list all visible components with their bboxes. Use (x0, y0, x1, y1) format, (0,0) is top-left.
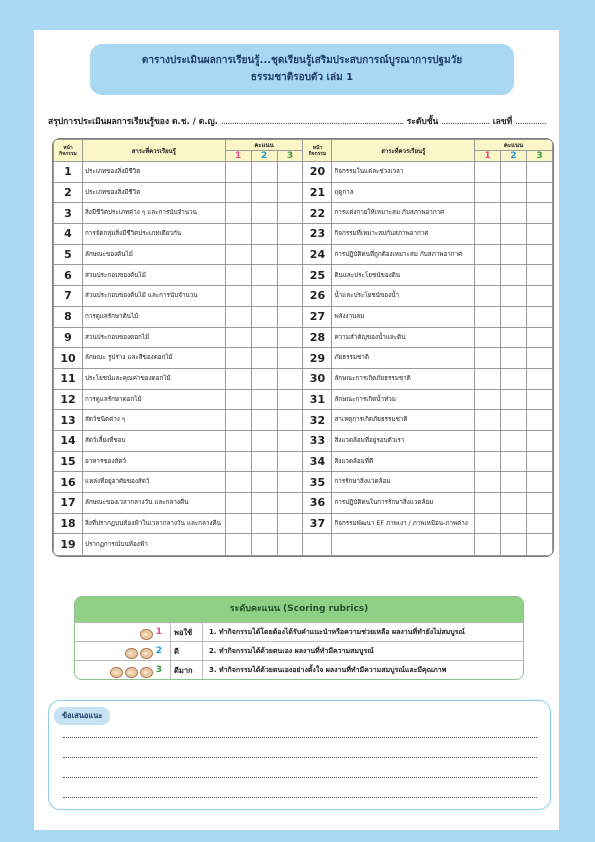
bear-face-icon (139, 627, 152, 638)
activity-page-number: 1 (54, 162, 83, 183)
activity-page-number: 16 (54, 472, 83, 493)
score-cell-3[interactable] (526, 472, 552, 493)
topic-name: การแต่งกายให้เหมาะสม กับสภาพอากาศ (332, 203, 475, 224)
score-cell-1[interactable] (475, 203, 501, 224)
table-row (54, 327, 553, 348)
score-cell-1[interactable] (475, 368, 501, 389)
table-row (54, 286, 553, 307)
score-cell-1[interactable] (475, 244, 501, 265)
score-cell-3[interactable] (277, 265, 303, 286)
activity-page-number: 21 (303, 182, 332, 203)
score-cell-3[interactable] (526, 451, 552, 472)
score-cell-2[interactable] (501, 451, 527, 472)
score-cell-1[interactable] (475, 265, 501, 286)
score-cell-2[interactable] (251, 410, 277, 431)
table-row (54, 348, 553, 369)
activity-page-number: 28 (303, 327, 332, 348)
score-cell-1[interactable] (475, 224, 501, 245)
topic-name: ปรากฏการณ์บนท้องฟ้า (82, 534, 225, 556)
score-cell-3[interactable] (277, 493, 303, 514)
score-cell-1[interactable] (225, 203, 251, 224)
bear-face-icon (124, 646, 137, 657)
topic-name: ประโยชน์และคุณค่าของดอกไม้ (82, 368, 225, 389)
activity-page-number: 2 (54, 182, 83, 203)
topic-name: การจัดกลุ่มสิ่งมีชีวิตประเภทเดียวกัน (82, 224, 225, 245)
score-cell-1[interactable] (475, 306, 501, 327)
rubric-score: 3 (155, 665, 162, 675)
topic-name: สัตว์ชนิดต่าง ๆ (82, 410, 225, 431)
topic-name: กิจกรรมพัฒนา EF ภาพเงา / ภาพเหมือน-ภาพต่าง (332, 513, 475, 534)
score-level-3: 3 (526, 151, 552, 162)
score-cell-2[interactable] (501, 244, 527, 265)
number-field[interactable]: .............. (515, 117, 547, 127)
topic-name: ภัยธรรมชาติ (332, 348, 475, 369)
assessment-page (34, 30, 559, 830)
activity-page-number: 17 (54, 493, 83, 514)
score-cell-2[interactable] (501, 389, 527, 410)
table-row (54, 306, 553, 327)
topic-name: ส่วนประกอบของต้นไม้ (82, 265, 225, 286)
topic-name: ส่วนประกอบของดอกไม้ (82, 327, 225, 348)
table-row (54, 182, 553, 203)
score-cell-2[interactable] (251, 534, 277, 556)
rubric-title: ระดับคะแนน (Scoring rubrics) (75, 597, 523, 622)
topic-name: แหล่งที่อยู่อาศัยของสัตว์ (82, 472, 225, 493)
score-cell-2[interactable] (251, 203, 277, 224)
topic-name: ฤดูกาล (332, 182, 475, 203)
table-row (54, 162, 553, 183)
score-cell-2[interactable] (501, 306, 527, 327)
score-cell-2[interactable] (251, 451, 277, 472)
rubric-row (75, 641, 523, 660)
score-cell-2[interactable] (501, 327, 527, 348)
score-cell-1[interactable] (475, 493, 501, 514)
rubric-level: พอใช้ (170, 623, 202, 641)
topic-name: ลักษณะการเกิดน้ำท่วม (332, 389, 475, 410)
score-cell-1[interactable] (475, 348, 501, 369)
score-cell-3[interactable] (277, 306, 303, 327)
score-cell-1[interactable] (475, 286, 501, 307)
title-line-2: ธรรมชาติรอบตัว เล่ม 1 (250, 72, 354, 83)
suggestion-box[interactable] (48, 700, 551, 810)
col-score-header: คะแนน (475, 140, 553, 151)
score-cell-2[interactable] (251, 348, 277, 369)
activity-page-number: 19 (54, 534, 83, 556)
score-cell-2[interactable] (501, 410, 527, 431)
score-cell-3[interactable] (526, 182, 552, 203)
score-cell-2[interactable] (501, 182, 527, 203)
score-cell-2[interactable] (251, 430, 277, 451)
score-cell-1[interactable] (225, 430, 251, 451)
table-row (54, 493, 553, 514)
activity-page-number: 32 (303, 410, 332, 431)
topic-name: ส่วนประกอบของต้นไม้ และการนับจำนวน (82, 286, 225, 307)
topic-name: ดินและประโยชน์ของดิน (332, 265, 475, 286)
suggestion-label: ข้อเสนอแนะ (54, 707, 110, 725)
activity-page-number: 6 (54, 265, 83, 286)
score-cell-2[interactable] (501, 430, 527, 451)
table-row (54, 203, 553, 224)
score-cell-2[interactable] (501, 472, 527, 493)
score-cell-1[interactable] (225, 472, 251, 493)
score-cell-3[interactable] (277, 203, 303, 224)
score-cell-3[interactable] (526, 244, 552, 265)
col-topic-header: สาระที่ควรเรียนรู้ (332, 140, 475, 162)
score-cell-3[interactable] (526, 162, 552, 183)
score-cell-1[interactable] (475, 410, 501, 431)
score-level-1: 1 (225, 151, 251, 162)
rubric-level: ดี (170, 642, 202, 660)
student-summary-line (48, 114, 554, 128)
score-cell-2[interactable] (501, 203, 527, 224)
score-cell-3[interactable] (277, 327, 303, 348)
score-cell-1[interactable] (475, 534, 501, 556)
activity-page-number: 22 (303, 203, 332, 224)
rubric-description: 2. ทำกิจกรรมได้ด้วยตนเอง ผลงานที่ทำมีความสมบูรณ์ (202, 642, 523, 660)
activity-page-number: 23 (303, 224, 332, 245)
rubric-icons (75, 665, 170, 676)
score-cell-2[interactable] (501, 513, 527, 534)
score-cell-3[interactable] (526, 224, 552, 245)
score-cell-1[interactable] (475, 472, 501, 493)
score-cell-1[interactable] (225, 327, 251, 348)
score-cell-1[interactable] (475, 162, 501, 183)
score-cell-3[interactable] (526, 389, 552, 410)
score-level-2: 2 (251, 151, 277, 162)
table-row (54, 244, 553, 265)
topic-name (332, 534, 475, 556)
activity-page-number: 12 (54, 389, 83, 410)
score-cell-3[interactable] (277, 368, 303, 389)
topic-name: ลักษณะการเกิดภัยธรรมชาติ (332, 368, 475, 389)
rubric-score: 1 (155, 627, 162, 637)
score-cell-1[interactable] (475, 389, 501, 410)
rubric-description: 1. ทำกิจกรรมได้โดยต้องได้รับคำแนะนำหรือความช่วยเหลือ ผลงานที่ทำยังไม่สมบูรณ์ (202, 623, 523, 641)
activity-page-number: 11 (54, 368, 83, 389)
topic-name: การดูแลรักษาดอกไม้ (82, 389, 225, 410)
topic-name: สาเหตุการเกิดภัยธรรมชาติ (332, 410, 475, 431)
score-cell-3[interactable] (277, 286, 303, 307)
score-cell-1[interactable] (225, 389, 251, 410)
bear-face-icon (139, 665, 152, 676)
score-cell-1[interactable] (225, 410, 251, 431)
topic-name: สิ่งที่ปรากฏบนท้องฟ้าในเวลากลางวัน และกลางคืน (82, 513, 225, 534)
table-row (54, 389, 553, 410)
score-cell-3[interactable] (277, 224, 303, 245)
level-label: ระดับชั้น (406, 117, 439, 127)
suggestion-line[interactable] (63, 757, 537, 758)
score-cell-2[interactable] (501, 286, 527, 307)
score-cell-2[interactable] (501, 265, 527, 286)
score-cell-2[interactable] (251, 306, 277, 327)
score-cell-3[interactable] (277, 513, 303, 534)
score-cell-2[interactable] (501, 368, 527, 389)
score-cell-2[interactable] (501, 224, 527, 245)
score-cell-3[interactable] (277, 244, 303, 265)
score-cell-2[interactable] (251, 162, 277, 183)
activity-page-number: 24 (303, 244, 332, 265)
title-line-1: ตารางประเมินผลการเรียนรู้...ชุดเรียนรู้เสริมประสบการณ์บูรณาการปฐมวัย (141, 55, 463, 66)
score-cell-2[interactable] (251, 513, 277, 534)
topic-name: การปฏิบัติตนในการรักษาสิ่งแวดล้อม (332, 493, 475, 514)
table-row (54, 513, 553, 534)
number-label: เลขที่ (492, 117, 513, 127)
col-score-header: คะแนน (225, 140, 303, 151)
score-cell-3[interactable] (526, 286, 552, 307)
score-cell-2[interactable] (251, 265, 277, 286)
table-row (54, 534, 553, 556)
score-cell-3[interactable] (277, 182, 303, 203)
score-cell-2[interactable] (251, 327, 277, 348)
table-row (54, 224, 553, 245)
topic-name: สิ่งแวดล้อมที่อยู่รอบตัวเรา (332, 430, 475, 451)
topic-name: กิจกรรมในแต่ละช่วงเวลา (332, 162, 475, 183)
topic-name: สัตว์เลี้ยงที่ชอบ (82, 430, 225, 451)
activity-page-number: 18 (54, 513, 83, 534)
rubric-score: 2 (155, 646, 162, 656)
score-cell-3[interactable] (526, 513, 552, 534)
score-cell-1[interactable] (475, 430, 501, 451)
table-row (54, 410, 553, 431)
topic-name: น้ำและประโยชน์ของน้ำ (332, 286, 475, 307)
score-level-1: 1 (475, 151, 501, 162)
activity-page-number: 27 (303, 306, 332, 327)
activity-page-number: 5 (54, 244, 83, 265)
score-cell-2[interactable] (251, 244, 277, 265)
score-cell-3[interactable] (277, 162, 303, 183)
score-cell-1[interactable] (225, 513, 251, 534)
score-cell-2[interactable] (251, 224, 277, 245)
score-cell-1[interactable] (225, 451, 251, 472)
activity-page-number: 3 (54, 203, 83, 224)
score-cell-2[interactable] (251, 286, 277, 307)
activity-page-number (303, 534, 332, 556)
score-cell-2[interactable] (501, 534, 527, 556)
score-cell-2[interactable] (251, 472, 277, 493)
table-row (54, 368, 553, 389)
level-field[interactable]: ...................... (441, 117, 490, 127)
score-cell-2[interactable] (501, 493, 527, 514)
score-cell-1[interactable] (225, 244, 251, 265)
score-cell-3[interactable] (526, 306, 552, 327)
score-cell-1[interactable] (475, 327, 501, 348)
topic-name: สิ่งมีชีวิตประเภทต่าง ๆ และการนับจำนวน (82, 203, 225, 224)
score-cell-3[interactable] (526, 327, 552, 348)
topic-name: ประเภทของสิ่งมีชีวิต (82, 182, 225, 203)
topic-name: ลักษณะ รูปร่าง และสีของดอกไม้ (82, 348, 225, 369)
score-cell-1[interactable] (225, 265, 251, 286)
rubric-row (75, 660, 523, 679)
bear-face-icon (139, 646, 152, 657)
score-cell-3[interactable] (526, 203, 552, 224)
activity-page-number: 13 (54, 410, 83, 431)
activity-page-number: 36 (303, 493, 332, 514)
topic-name: สิ่งแวดล้อมที่ดี (332, 451, 475, 472)
activity-page-number: 34 (303, 451, 332, 472)
activity-page-number: 4 (54, 224, 83, 245)
activity-page-number: 20 (303, 162, 332, 183)
suggestion-line[interactable] (63, 737, 537, 738)
bear-face-icon (124, 665, 137, 676)
topic-name: พลังงานลม (332, 306, 475, 327)
rubric-icons (75, 646, 170, 657)
activity-page-number: 9 (54, 327, 83, 348)
score-cell-3[interactable] (277, 410, 303, 431)
score-cell-3[interactable] (526, 534, 552, 556)
table-row (54, 265, 553, 286)
score-cell-1[interactable] (475, 182, 501, 203)
score-cell-2[interactable] (251, 389, 277, 410)
bear-face-icon (109, 665, 122, 676)
score-cell-3[interactable] (526, 493, 552, 514)
col-topic-header: สาระที่ควรเรียนรู้ (82, 140, 225, 162)
score-cell-2[interactable] (251, 368, 277, 389)
score-cell-3[interactable] (526, 410, 552, 431)
score-cell-3[interactable] (277, 534, 303, 556)
activity-page-number: 7 (54, 286, 83, 307)
activity-page-number: 37 (303, 513, 332, 534)
rubric-icons (75, 627, 170, 638)
score-cell-1[interactable] (225, 224, 251, 245)
suggestion-line[interactable] (63, 797, 537, 798)
score-cell-2[interactable] (251, 493, 277, 514)
activity-page-number: 29 (303, 348, 332, 369)
score-cell-3[interactable] (277, 430, 303, 451)
activity-page-number: 26 (303, 286, 332, 307)
student-name-field[interactable]: ................................................................................... (220, 117, 404, 127)
score-cell-1[interactable] (475, 451, 501, 472)
activity-page-number: 10 (54, 348, 83, 369)
topic-name: ลักษณะของต้นไม้ (82, 244, 225, 265)
topic-name: ประเภทของสิ่งมีชีวิต (82, 162, 225, 183)
score-cell-1[interactable] (225, 306, 251, 327)
topic-name: ความสำคัญของน้ำและดิน (332, 327, 475, 348)
topic-name: การปฏิบัติตนที่ถูกต้องเหมาะสม กับสภาพอากาศ (332, 244, 475, 265)
col-page-header: หน้า กิจกรรม (303, 140, 332, 162)
col-page-header: หน้า กิจกรรม (54, 140, 83, 162)
score-cell-3[interactable] (526, 265, 552, 286)
topic-name: การรักษาสิ่งแวดล้อม (332, 472, 475, 493)
score-cell-1[interactable] (225, 368, 251, 389)
score-level-3: 3 (277, 151, 303, 162)
score-cell-2[interactable] (501, 162, 527, 183)
score-cell-2[interactable] (251, 182, 277, 203)
table-row (54, 472, 553, 493)
activity-page-number: 33 (303, 430, 332, 451)
summary-label: สรุปการประเมินผลการเรียนรู้ของ ด.ช. / ด.ญ. (48, 117, 218, 127)
score-cell-3[interactable] (526, 430, 552, 451)
activity-page-number: 25 (303, 265, 332, 286)
assessment-table (52, 138, 554, 557)
score-cell-1[interactable] (225, 286, 251, 307)
activity-page-number: 35 (303, 472, 332, 493)
score-cell-1[interactable] (475, 513, 501, 534)
score-cell-1[interactable] (225, 348, 251, 369)
score-cell-1[interactable] (225, 493, 251, 514)
table-row (54, 430, 553, 451)
activity-page-number: 15 (54, 451, 83, 472)
score-cell-1[interactable] (225, 182, 251, 203)
rubric-row (75, 622, 523, 641)
rubric-level: ดีมาก (170, 661, 202, 679)
score-cell-3[interactable] (277, 472, 303, 493)
activity-page-number: 8 (54, 306, 83, 327)
suggestion-line[interactable] (63, 777, 537, 778)
score-cell-1[interactable] (225, 534, 251, 556)
score-cell-1[interactable] (225, 162, 251, 183)
activity-page-number: 31 (303, 389, 332, 410)
score-cell-3[interactable] (526, 368, 552, 389)
activity-page-number: 14 (54, 430, 83, 451)
activity-page-number: 30 (303, 368, 332, 389)
score-cell-2[interactable] (501, 348, 527, 369)
table-row (54, 451, 553, 472)
scoring-rubric (74, 596, 524, 680)
title-banner (90, 44, 514, 95)
topic-name: อาหารของสัตว์ (82, 451, 225, 472)
topic-name: ลักษณะของเวลากลางวัน และกลางคืน (82, 493, 225, 514)
score-cell-3[interactable] (526, 348, 552, 369)
score-level-2: 2 (501, 151, 527, 162)
score-cell-3[interactable] (277, 389, 303, 410)
score-cell-3[interactable] (277, 348, 303, 369)
score-cell-3[interactable] (277, 451, 303, 472)
topic-name: กิจกรรมที่เหมาะสมกับสภาพอากาศ (332, 224, 475, 245)
topic-name: การดูแลรักษาต้นไม้ (82, 306, 225, 327)
rubric-description: 3. ทำกิจกรรมได้ด้วยตนเองอย่างตั้งใจ ผลงานที่ทำมีความสมบูรณ์และมีคุณภาพ (202, 661, 523, 679)
